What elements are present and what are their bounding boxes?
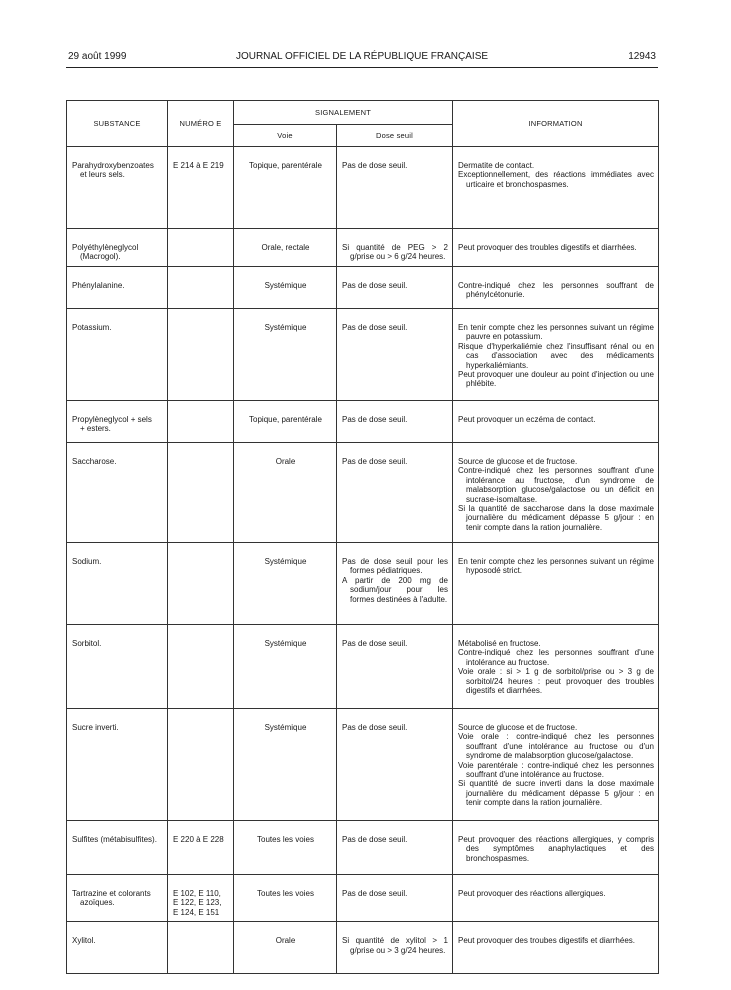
- substance-text: Phénylalanine.: [72, 281, 125, 290]
- voie-text: Systémique: [264, 323, 307, 332]
- cell-dose-seuil: [337, 267, 453, 309]
- information-text: Peut provoquer un eczéma de contact.: [458, 415, 596, 424]
- dose-text: Si quantité de PEG > 2 g/prise ou > 6 g/24 heures.: [342, 243, 448, 262]
- header-numero: NUMÉRO E: [168, 101, 234, 147]
- cell-numero: [168, 922, 234, 974]
- dose-text: Pas de dose seuil.: [342, 639, 408, 648]
- cell-substance: [67, 922, 168, 974]
- information-text: Voie orale : contre-indiqué chez les personnes souffrant d'une intolérance au fructose ou d'un syndrome de malabsorption glucose/galactose.: [458, 732, 654, 761]
- cell-dose-seuil: [337, 443, 453, 543]
- cell-dose-seuil: [337, 309, 453, 401]
- cell-voie: [234, 267, 337, 309]
- cell-information: [453, 821, 659, 875]
- information-text: Source de glucose et de fructose.: [458, 457, 578, 466]
- dose-text: Pas de dose seuil.: [342, 415, 408, 424]
- information-text: Peut provoquer des réactions allergiques, y compris des symptômes anaphylactiques et des bronchospasmes.: [458, 835, 654, 863]
- substance-text: azoïques.: [80, 898, 115, 908]
- information-text: Si quantité de sucre inverti dans la dose maximale journalière du médicament dépasse 5 g/jour : en tenir compte dans la ration journalière.: [458, 779, 654, 808]
- voie-text: Systémique: [264, 281, 307, 290]
- page-header: [68, 51, 656, 65]
- information-text: Voie orale : si > 1 g de sorbitol/prise ou > 3 g de sorbitol/24 heures : peut provoquer des troubles digestifs et diarrhées.: [458, 667, 654, 696]
- cell-dose-seuil: [337, 821, 453, 875]
- cell-voie: [234, 625, 337, 709]
- cell-substance: [67, 821, 168, 875]
- cell-information: [453, 443, 659, 543]
- information-text: En tenir compte chez les personnes suivant un régime pauvre en potassium.: [458, 323, 654, 342]
- header-date: 29 août 1999: [68, 51, 127, 62]
- dose-text: Pas de dose seuil.: [342, 281, 408, 290]
- cell-dose-seuil: [337, 709, 453, 821]
- voie-text: Toutes les voies: [257, 835, 314, 844]
- voie-text: Toutes les voies: [257, 889, 314, 898]
- voie-text: Orale: [275, 936, 296, 946]
- header-journal-title: JOURNAL OFFICIEL DE LA RÉPUBLIQUE FRANÇAISE: [235, 51, 489, 62]
- substance-text: Sucre inverti.: [72, 723, 119, 732]
- information-text: Exceptionnellement, des réactions immédiates avec urticaire et bronchospasmes.: [458, 170, 654, 189]
- substance-text: Propylèneglycol + sels: [72, 415, 152, 424]
- information-text: Peut provoquer une douleur au point d'injection ou une phlébite.: [458, 370, 654, 389]
- cell-dose-seuil: [337, 922, 453, 974]
- header-signalement: SIGNALEMENT: [234, 101, 453, 125]
- substance-text: (Macrogol).: [80, 252, 121, 262]
- substance-text: + esters.: [80, 424, 111, 434]
- header-voie: Voie: [234, 125, 337, 147]
- cell-dose-seuil: [337, 875, 453, 922]
- cell-numero: [168, 543, 234, 625]
- cell-numero: [168, 875, 234, 922]
- numero-text: E 102, E 110,: [173, 889, 221, 898]
- cell-substance: [67, 543, 168, 625]
- cell-voie: [234, 709, 337, 821]
- dose-text: A partir de 200 mg de sodium/jour pour les formes destinées à l'adulte.: [342, 575, 448, 604]
- cell-information: [453, 543, 659, 625]
- cell-voie: [234, 543, 337, 625]
- cell-information: [453, 267, 659, 309]
- numero-text: E 214 à E 219: [173, 161, 224, 170]
- voie-text: Orale: [275, 457, 296, 466]
- table-row: [67, 147, 659, 229]
- cell-numero: [168, 229, 234, 267]
- cell-substance: [67, 709, 168, 821]
- cell-substance: [67, 625, 168, 709]
- cell-dose-seuil: [337, 147, 453, 229]
- dose-text: Si quantité de xylitol > 1 g/prise ou > 3 g/24 heures.: [342, 936, 448, 955]
- information-text: Source de glucose et de fructose.: [458, 723, 578, 732]
- table-row: [67, 401, 659, 443]
- cell-voie: [234, 309, 337, 401]
- cell-information: [453, 922, 659, 974]
- table-row: [67, 922, 659, 974]
- table-row: [67, 821, 659, 875]
- cell-dose-seuil: [337, 401, 453, 443]
- cell-dose-seuil: [337, 543, 453, 625]
- substance-text: et leurs sels.: [80, 170, 125, 180]
- cell-numero: [168, 401, 234, 443]
- cell-numero: [168, 443, 234, 543]
- substance-text: Saccharose.: [72, 457, 117, 466]
- cell-numero: [168, 309, 234, 401]
- information-text: Si la quantité de saccharose dans la dose maximale journalière du médicament dépasse 5 g/jour : en tenir compte dans la ration journalière.: [458, 504, 654, 532]
- cell-substance: [67, 309, 168, 401]
- dose-text: Pas de dose seuil.: [342, 723, 408, 732]
- table-row: [67, 709, 659, 821]
- cell-information: [453, 625, 659, 709]
- cell-substance: [67, 267, 168, 309]
- voie-text: Systémique: [264, 557, 307, 566]
- information-text: Métabolisé en fructose.: [458, 639, 541, 648]
- header-rule: [66, 67, 658, 68]
- cell-numero: [168, 147, 234, 229]
- header-substance: SUBSTANCE: [67, 101, 168, 147]
- cell-information: [453, 875, 659, 922]
- information-text: Peut provoquer des troubles digestifs et diarrhées.: [458, 243, 637, 252]
- table-row: [67, 267, 659, 309]
- substance-text: Sulfites (métabisulfites).: [72, 835, 157, 844]
- voie-text: Topique, parentérale: [249, 415, 322, 424]
- voie-text: Topique, parentérale: [249, 161, 322, 170]
- numero-text: E 220 à E 228: [173, 835, 224, 844]
- dose-text: Pas de dose seuil.: [342, 323, 408, 332]
- table-row: [67, 309, 659, 401]
- cell-voie: [234, 875, 337, 922]
- substance-text: Tartrazine et colorants: [72, 889, 151, 898]
- cell-information: [453, 229, 659, 267]
- table-row: [67, 625, 659, 709]
- cell-numero: [168, 709, 234, 821]
- substance-text: Parahydroxybenzoates: [72, 161, 154, 170]
- cell-voie: [234, 229, 337, 267]
- cell-information: [453, 147, 659, 229]
- information-text: En tenir compte chez les personnes suivant un régime hyposodé strict.: [458, 557, 654, 576]
- excipients-table: [66, 100, 659, 974]
- information-text: Risque d'hyperkaliémie chez l'insuffisant rénal ou en cas d'association avec des médicaments hyperkaliémiants.: [458, 341, 654, 370]
- information-text: Contre-indiqué chez les personnes souffrant d'une intolérance au fructose, d'un syndrome de malabsorption glucose/galactose ou un déficit en sucrase-isomaltase.: [458, 466, 654, 504]
- cell-information: [453, 401, 659, 443]
- dose-text: Pas de dose seuil.: [342, 457, 408, 466]
- cell-voie: [234, 443, 337, 543]
- table-row: [67, 229, 659, 267]
- information-text: Peut provoquer des troubes digestifs et diarrhées.: [458, 936, 635, 946]
- cell-numero: [168, 267, 234, 309]
- information-text: Dermatite de contact.: [458, 161, 535, 170]
- information-text: Contre-indiqué chez les personnes souffrant d'une intolérance au fructose.: [458, 648, 654, 667]
- numero-text: E 122, E 123,: [173, 898, 222, 908]
- header-information: INFORMATION: [453, 101, 659, 147]
- cell-voie: [234, 821, 337, 875]
- information-text: Voie parentérale : contre-indiqué chez les personnes souffrant d'une intolérance au fructose.: [458, 760, 654, 780]
- cell-dose-seuil: [337, 625, 453, 709]
- information-text: Contre-indiqué chez les personnes souffrant de phénylcétonurie.: [458, 281, 654, 300]
- cell-dose-seuil: [337, 229, 453, 267]
- table-row: [67, 543, 659, 625]
- cell-substance: [67, 229, 168, 267]
- information-text: Peut provoquer des réactions allergiques.: [458, 889, 606, 898]
- substance-text: Sorbitol.: [72, 639, 102, 648]
- substance-text: Potassium.: [72, 323, 112, 332]
- dose-text: Pas de dose seuil pour les formes pédiatriques.: [342, 557, 448, 576]
- cell-numero: [168, 625, 234, 709]
- dose-text: Pas de dose seuil.: [342, 161, 408, 170]
- cell-substance: [67, 443, 168, 543]
- cell-substance: [67, 401, 168, 443]
- substance-text: Sodium.: [72, 557, 102, 566]
- table-row: [67, 443, 659, 543]
- voie-text: Systémique: [264, 639, 307, 648]
- cell-voie: [234, 401, 337, 443]
- voie-text: Orale, rectale: [261, 243, 310, 252]
- header-dose: Dose seuil: [337, 125, 453, 147]
- cell-substance: [67, 147, 168, 229]
- cell-substance: [67, 875, 168, 922]
- dose-text: Pas de dose seuil.: [342, 835, 408, 844]
- voie-text: Systémique: [264, 723, 307, 732]
- cell-information: [453, 309, 659, 401]
- table-row: [67, 875, 659, 922]
- header-page-number: 12943: [628, 51, 656, 62]
- dose-text: Pas de dose seuil.: [342, 889, 408, 898]
- cell-information: [453, 709, 659, 821]
- cell-numero: [168, 821, 234, 875]
- numero-text: E 124, E 151: [173, 907, 220, 917]
- cell-voie: [234, 922, 337, 974]
- cell-voie: [234, 147, 337, 229]
- substance-text: Polyéthylèneglycol: [72, 243, 139, 252]
- substance-text: Xylitol.: [72, 936, 96, 946]
